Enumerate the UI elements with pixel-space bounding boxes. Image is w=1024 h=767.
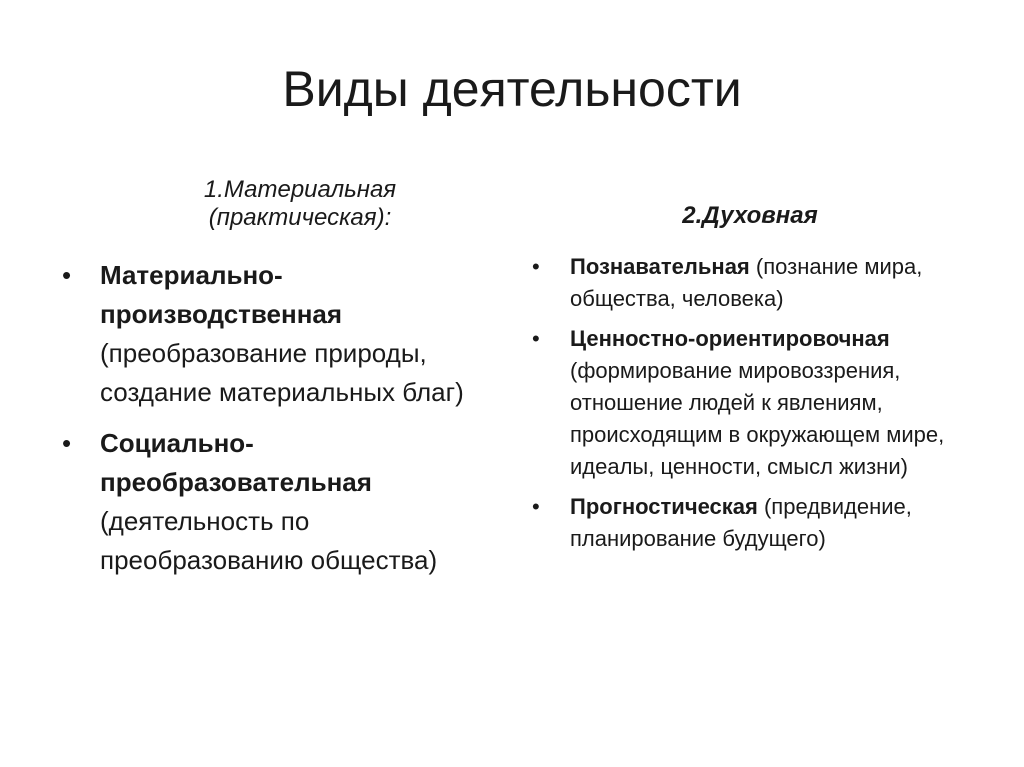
list-item xyxy=(530,491,970,555)
column-heading-number: 1. xyxy=(203,176,224,203)
item-term: Ценностно-ориентировочная xyxy=(570,326,890,351)
item-term: Социально-преобразовательная xyxy=(100,428,372,497)
item-description: (формирование мировоззрения, отношение людей к явлениям, происходящим в окружающем мире, идеалы, ценности, смысл жизни) xyxy=(570,358,945,479)
bullet-icon: • xyxy=(532,326,540,351)
bullet-icon: • xyxy=(532,494,540,519)
item-description: (познание мира, общества, человека) xyxy=(570,254,923,311)
slide-title: Виды деятельности xyxy=(282,61,742,117)
column-heading-material xyxy=(100,176,500,232)
item-term: Материально-производственная xyxy=(100,260,343,329)
item-description: (предвидение, планирование будущего) xyxy=(570,494,912,551)
column-heading-spiritual: 2.Духовная xyxy=(682,202,818,229)
column-heading-text: Материальная xyxy=(223,176,397,203)
material-activity-list xyxy=(56,256,476,592)
bullet-icon: • xyxy=(62,428,72,458)
bullet-icon: • xyxy=(532,254,540,279)
list-item xyxy=(530,251,970,315)
item-term: Познавательная xyxy=(570,254,750,279)
item-description: (деятельность по преобразованию общества) xyxy=(100,506,438,575)
list-item xyxy=(56,256,476,412)
item-term: Прогностическая xyxy=(570,494,758,519)
bullet-icon: • xyxy=(62,260,72,290)
item-description: (преобразование природы, создание материальных благ) xyxy=(100,338,464,407)
list-item xyxy=(56,424,476,580)
spiritual-activity-list xyxy=(530,251,970,563)
column-heading-material-line1 xyxy=(100,176,500,204)
list-item xyxy=(530,323,970,483)
column-heading-material-line2: (практическая): xyxy=(208,204,392,231)
